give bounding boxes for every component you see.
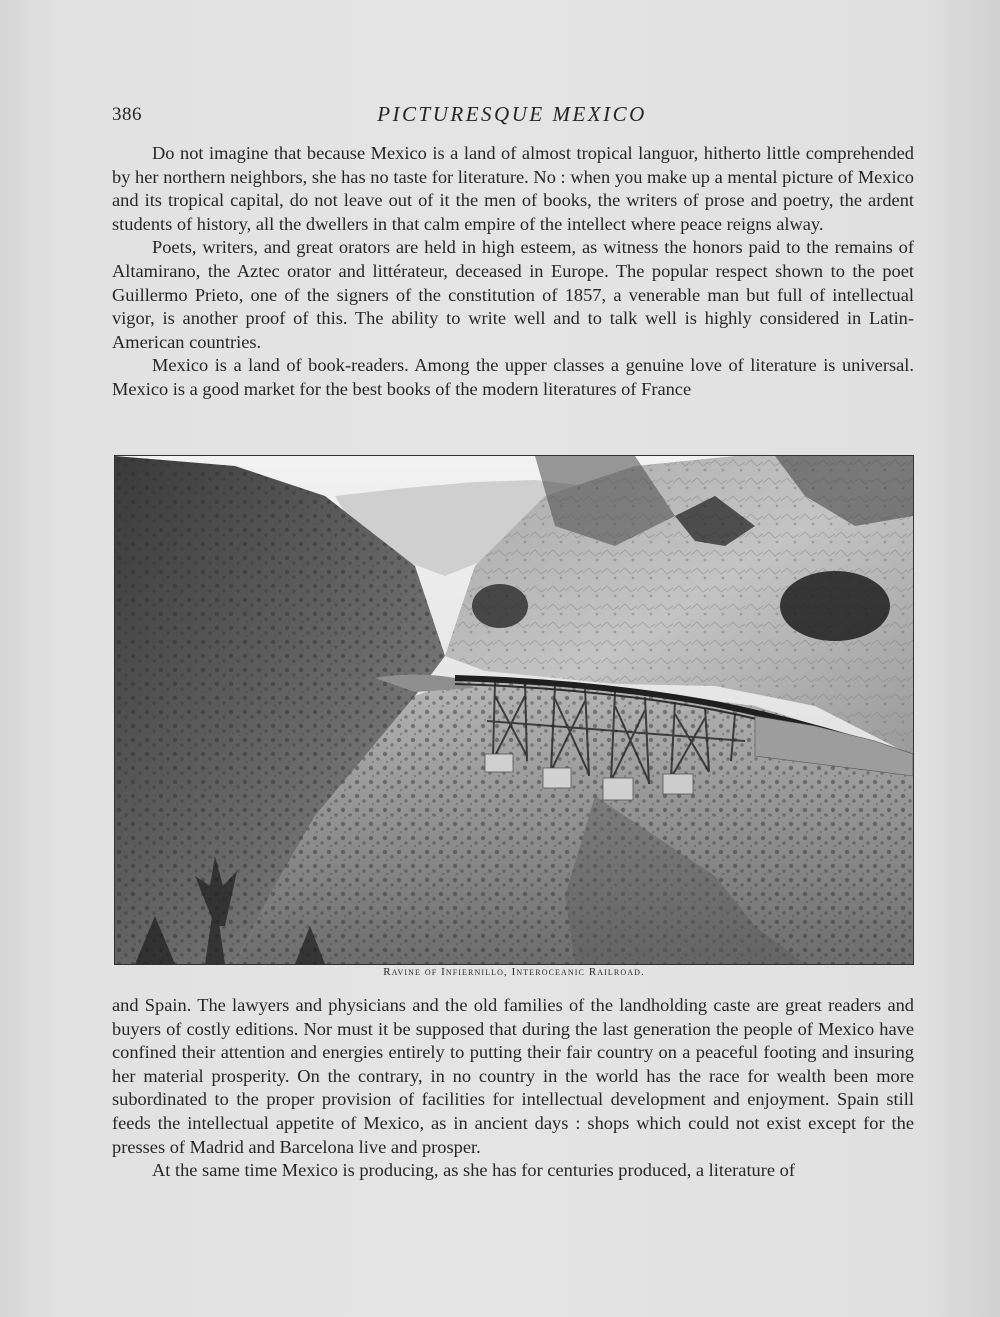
paragraph: Poets, writers, and great orators are held in high esteem, as witness the honors paid to the remains of Altamirano, the Aztec orator and littérateur, deceased in Europe. The popular respect shown to the poet Guillermo Prieto, one of the signers of the constitution of 1857, a venerable man but full of intellectual vigor, is another proof of this. The ability to write well and to talk well is highly considered in Latin-American countries. xyxy=(112,237,914,352)
paragraph: and Spain. The lawyers and physicians and the old families of the landholding caste are great readers and buyers of costly editions. Nor must it be supposed that during the last generation the people of Mexico have confined their attention and energies entirely to putting their fair country on a peaceful footing and insuring her material prosperity. On the contrary, in no country in the world has the race for wealth been more subordinated to the proper provision of facilities for intellectual development and enjoyment. Spain still feeds the intellectual appetite of Mexico, as in ancient days : shops which could not exist except for the presses of Madrid and Barcelona live and prosper. xyxy=(112,995,914,1157)
running-title: PICTURESQUE MEXICO xyxy=(377,102,647,126)
paragraph: Do not imagine that because Mexico is a land of almost tropical languor, hitherto little comprehended by her northern neighbors, she has no taste for literature. No : when you make up a mental picture of Mexico and its tropical capital, do not leave out of it the men of books, the writers of prose and poetry, the ardent students of history, all the dwellers in that calm empire of the intellect where peace reigns alway. xyxy=(112,143,914,234)
paragraph: Mexico is a land of book-readers. Among the upper classes a genuine love of literature is universal. Mexico is a good market for the best books of the modern literatures of France xyxy=(112,355,914,399)
body-text-bottom xyxy=(112,994,914,1183)
photograph-plate xyxy=(114,455,914,965)
paragraph: At the same time Mexico is producing, as she has for centuries produced, a literature of xyxy=(152,1160,795,1181)
ravine-railroad-photograph xyxy=(115,456,913,964)
plate-caption: Ravine of Infiernillo, Interoceanic Railroad. xyxy=(383,966,645,978)
body-text-top xyxy=(112,142,914,402)
page-number: 386 xyxy=(112,104,142,125)
page-header xyxy=(112,102,912,134)
